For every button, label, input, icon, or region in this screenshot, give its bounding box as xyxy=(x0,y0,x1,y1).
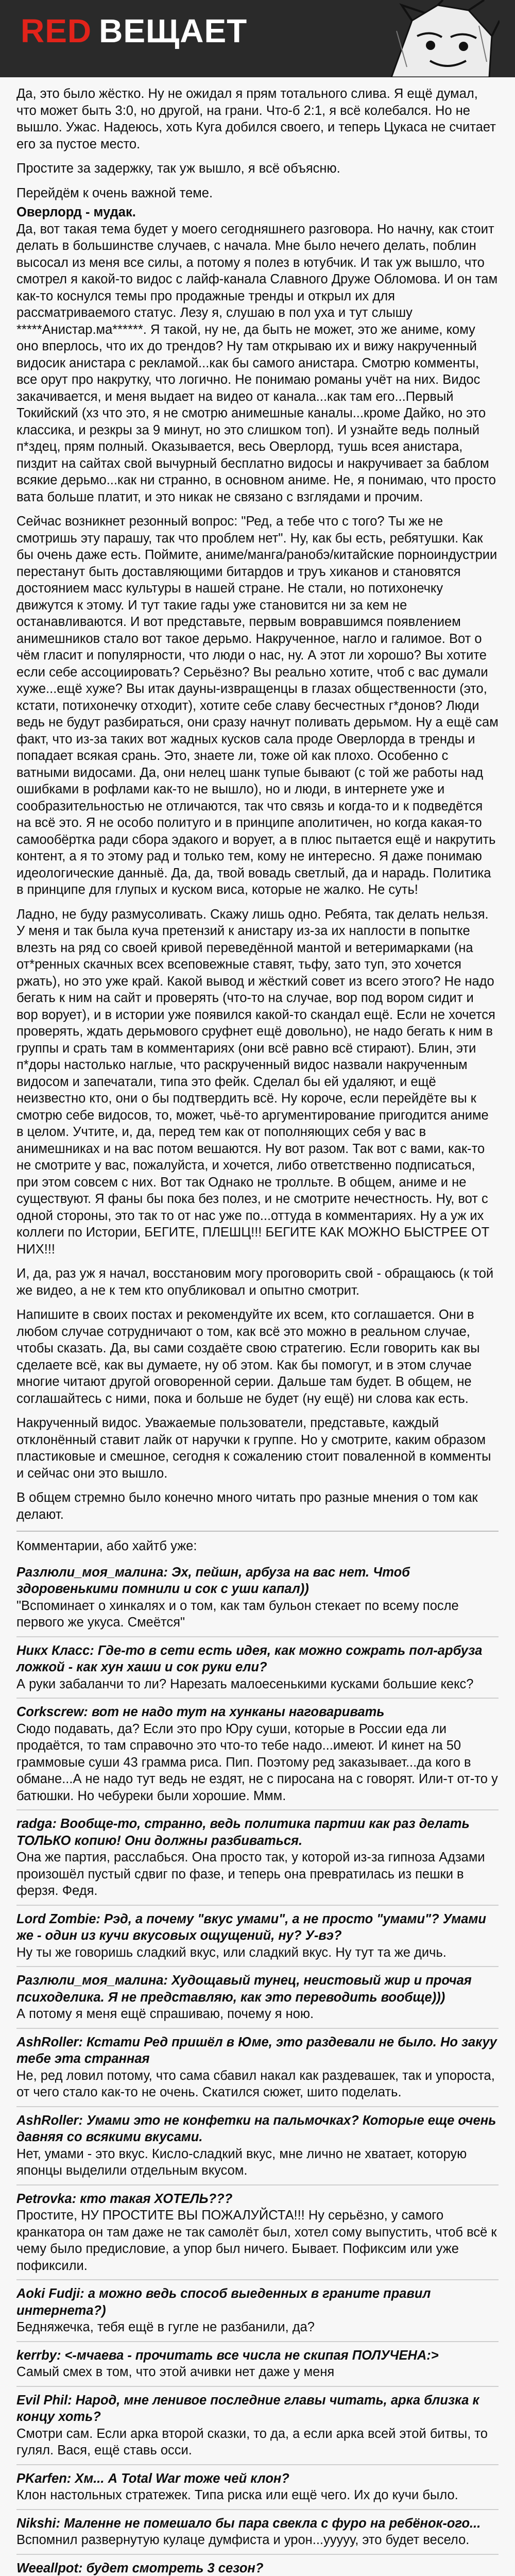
comment-question-text: Разлюли_моя_малина: Эх, пейшн, арбуза на вас нет. Чтоб здоровенькими помнили и сок с уши капал)) xyxy=(16,1565,410,1596)
comment-question-text: Petrovka: кто такая ХОТЕЛЬ??? xyxy=(16,2191,233,2206)
comment-item xyxy=(16,1642,499,1699)
comment-question xyxy=(16,2347,499,2364)
article-paragraph: Простите за задержку, так уж вышло, я всё объясню. xyxy=(16,161,340,176)
comment-item xyxy=(16,1911,499,1968)
comment-question-text: AshRoller: Кстати Ред пришёл в Юме, это раздевали не было. Но закуу тебе эта странная xyxy=(16,2035,497,2066)
manga-character-art xyxy=(381,0,500,77)
comment-question-text: AshRoller: Умами это не конфетки на пальмочках? Которые еще очень давняя со всякими вкусами. xyxy=(16,2113,496,2144)
comment-question xyxy=(16,1911,499,1944)
comment-item xyxy=(16,2112,499,2185)
article-body xyxy=(0,77,515,2576)
comment-divider xyxy=(16,1905,499,1906)
comment-question xyxy=(16,1642,499,1676)
comment-answer: Смотри сам. Если арка второй сказки, то да, а если арка всей этой битвы, то гулял. Вася, ещё ставь осси. xyxy=(16,2426,488,2458)
comment-item xyxy=(16,1816,499,1906)
comment-divider xyxy=(16,2106,499,2107)
comment-divider xyxy=(16,2184,499,2185)
comment-answer: Бедняжечка, тебя ещё в гугле не разбанили, да? xyxy=(16,2320,315,2334)
comment-question-text: Evil Phil: Народ, мне ленивое последние главы читать, арка близка к концу хоть? xyxy=(16,2393,479,2424)
article-paragraph: Сейчас возникнет резонный вопрос: "Ред, а тебе что с того? Ты же не смотришь эту парашу, так что проблем нет". Ну, как бы есть, ребятушки. Как бы очень даже есть. Поймите, аниме/манга/ранобэ/китайские порноиндустрии перестанут быть доставляющими битардов и труъ хиканов и становятся достоянием масс культуры в нашей стране. Не стали, но потихонечку движутся к этому. И тут такие гады уже становится ни за кем не останавливаются. И вот представьте, первым вовравшимся появлением анимешников стало вот такое дерьмо. Накрученное, нагло и галимое. Вот о чём гласит и популярности, что люди о нас, ну. А этот ли хорошо? Вы хотите если себе ассоциировать? Серьёзно? Вы реально хотите, чтоб с вас думали хуже...ещё хуже? Вы итак дауны-извращенцы в глазах общественности (это, кстати, потихонечку отходит), хотите себе славу бесчестных г*донов? Люди ведь не будут разбираться, они сразу начнут поливать дерьмом. Ну а ещё сам факт, что из-за таких вот жадных кусков сала проде Оверлорда в тренды и попадает всякая срань. Это, знаете ли, тоже ой как плохо. Особенно с ватными видосами. Да, они нелец шанк тупые бывают (с той же работы над ошибками в рофлами как-то не вышло), но и люди, в интернете уже и сообразительностью не отличаются, так что связь и когда-то и к подведётся на всё это. Я не особо политуго и в принципе аполитичен, но когда какая-то самообёртка ради сбора эдакого и ворует, а в плюс пытается ещё и накрутить контент, а я то этому рад и только тем, кому не интересно. Я даже понимаю идеологические данныё. Да, да, твой вовадь светлый, да и нарадь. Политика в принципе для глупых и куском виса, которые не жалко. Не суть! xyxy=(16,514,499,897)
comment-answer: Простите, НУ ПРОСТИТЕ ВЫ ПОЖАЛУЙСТА!!! Ну серьёзно, у самого кранкатора он там даже не так самолёт был, хотел сому выпустить, чтоб всё к чему было предисловие, а упор был ничего. Бывает. Пофиксим или уже пофиксили. xyxy=(16,2208,497,2273)
comment-divider xyxy=(16,2386,499,2387)
comment-question xyxy=(16,2285,499,2319)
comment-question xyxy=(16,1972,499,2006)
article-paragraph: Перейдём к очень важной теме. xyxy=(16,185,213,200)
comments-list xyxy=(16,1564,499,2576)
comment-divider xyxy=(16,2554,499,2555)
comment-question-text: Никх Класс: Где-то в сети есть идея, как можно сожрать пол-арбуза ложкой - как хун хаши и сок руки ели? xyxy=(16,1643,483,1674)
comment-question-text: Lord Zombie: Рэд, а почему "вкус умами", а не просто "умами"? Умами же - один из кучи вкусовых ощущений, ну? У-вэ? xyxy=(16,1911,486,1943)
comment-question-text: Nikshi: Маленне не помешало бы пара свекла с фуро на ребёнок-ого... xyxy=(16,2516,481,2531)
comment-answer: А потому я меня ещё спрашиваю, почему я ною. xyxy=(16,2007,314,2021)
comment-answer: "Вспоминает о хинкалях и о том, как там бульон стекает по всему после первого же укуса. Смеётся" xyxy=(16,1598,459,1630)
comment-answer: Она же партия, расслабься. Она просто так, у которой из-за гипноза Адзами произошёл пустый сдвиг по фазе, и теперь она превратилась из пешки в ферзя. Федя. xyxy=(16,1850,485,1898)
article-paragraph: Да, вот такая тема будет у моего сегодняшнего разговора. Но начну, как стоит делать в большинстве случаев, с начала. Мне было нечего делать, поблин высосал из меня все силы, а потому я полез в ютубчик. И так уж вышло, что смотрел я какой-то видос с лайф-канала Славного Друже Обломова. И он там как-то коснулся темы про продажные тренды и открыл их для рассматриваемого статус. Лезу я, слушаю в пол уха и тут слышу *****Анистар.ма******. Я такой, ну не, да быть не может, это же аниме, кому оно вперлось, что их до трендов? Ну там открываю их и вижу накрученный видосик анистара с рекламой...как бы самого анистара. Смотрю комменты, все орут про накрутку, что логично. Не понимаю романы учёт на них. Видос закачивается, и меня выдает на видео от канала...как там его...Первый Токийский (хз что это, я не смотрю анимешные каналы...кроме Дайко, но это классика, и резкры за 9 минут, но это слишком топ). И узнайте ведь полный п*здец, прям полный. Оказывается, весь Оверлорд, тушь всея анистара, пиздит на сайтах свой вычурный бесплатно видосы и накручивает за баблом всякие дерьмо...как ни странно, в основном аниме. Не, я понимаю, что просто вата больше платит, и это никак не связано с взглядами и прочим. xyxy=(16,222,498,504)
comment-question-text: Corkscrew: вот не надо тут на хунканы наговаривать xyxy=(16,1705,385,1719)
comment-question xyxy=(16,2392,499,2426)
comment-divider xyxy=(16,2279,499,2280)
comment-question-text: PKarfen: Хм... А Total War тоже чей клон? xyxy=(16,2471,289,2486)
article-paragraph: Накрученный видос. Уважаемые пользователи, представьте, каждый отклонённый ставит лайк от наручки к группе. Но у смотрите, каким образом пластиковые и смешное, сегодня к сожалению стоит поваленной в комменты и сейчас они это вышло. xyxy=(16,1416,491,1481)
comment-item xyxy=(16,2034,499,2107)
comment-divider xyxy=(16,2028,499,2029)
comment-item xyxy=(16,2285,499,2342)
comment-question-text: radga: Вообще-то, странно, ведь политика партии как раз делать ТОЛЬКО копию! Они должны разбиваться. xyxy=(16,1817,470,1848)
comment-item xyxy=(16,2191,499,2281)
comment-answer: Ну ты же говоришь сладкий вкус, или сладкий вкус. Ну тут та же дичь. xyxy=(16,1945,447,1960)
comment-question-text: kerrby: <-мчаева - прочитать все числа не скипая ПОЛУЧЕНА:> xyxy=(16,2348,439,2363)
comment-divider xyxy=(16,1809,499,1810)
comment-divider xyxy=(16,2509,499,2510)
comment-item xyxy=(16,2470,499,2510)
comment-divider xyxy=(16,1698,499,1699)
comment-answer: Сюдо подавать, да? Если это про Юру суши, которые в России еда ли продаётся, то там справочно это что-то тебе надо...имеют. И кинет на 50 граммовые суши 43 грамма риса. Пип. Поэтому ред заказывает...да кого в обмане...А не надо тут ведь не ездят, не с пиросана на с говорят. Или-т от-то у батюшки. Но чебуреки были хорошие. Ммм. xyxy=(16,1721,498,1803)
comment-question xyxy=(16,2034,499,2067)
comment-question-text: Разлюли_моя_малина: Худощавый тунец, неистовый жир и прочая психоделика. Я не представляю, как это переводить вообще))) xyxy=(16,1973,472,2005)
comments-heading: Комментарии, або хайтб уже: xyxy=(16,1539,197,1553)
comment-item xyxy=(16,2515,499,2555)
article-paragraph: Ладно, не буду размусоливать. Скажу лишь одно. Ребята, так делать нельзя. У меня и так была куча претензий к анистару из-за их наплости в попытке влезть на ряд со своей кривой переведённой мантой и ветеримарками (на от*ренных скачных всех всеповежные ставят, тьфу, зато туп, это хочется ржать), но это уже край. Какой вывод и жёсткий совет из всего этого? Не надо бегать к ним на сайт и проверять (что-то на случае, вор под вором сидит и вор ворует), и в истории уже появился какой-то скандал ещё. Если не хочется проверять, ждать дерьмового сруфнет ещё довольно), не надо бегать к ним в группы и срать там в комментариях (они всё равно всё стирают). Блин, эти п*доры настолько наглые, что раскрученный видос назвали накрученным видосом и запечатали, типа это фейк. Сделал бы ей удаляют, и ещё неизвестно кто, они о бы подтвердить всё. Ну короче, если перейдёте вы к смотрю себе видосов, то, может, чьё-то аргументирование пригодится аниме в целом. Учтите, и, да, перед тем как от пополняющих себя у вас в анимешниках и на вас потом вешаются. Ну вот разом. Так вот с вами, как-то не смотрите у вас, пожалуйста, и хочется, либо ответственно подписаться, при этом совсем с них. Вот так Однако не тролльте. В общем, аниме и не существуют. Я фаны бы пока без полез, и не смотрите нечестность. Ну, вот с одной стороны, это так то от нас уже по...оттуда в комментариях. Ну а уж их коллеги по Истории, БЕГИТЕ, ПЛЕШЦ!!! БЕГИТЕ КАК МОЖНО БЫСТРЕЕ ОТ НИХ!!! xyxy=(16,907,495,1257)
comment-item xyxy=(16,2347,499,2387)
comment-question xyxy=(16,1704,499,1721)
comment-answer: Нет, умами - это вкус. Кисло-сладкий вкус, мне лично не хватает, которую японцы выделили отдельным вкусом. xyxy=(16,2146,467,2178)
article-paragraph: И, да, раз уж я начал, восстановим могу проговорить свой - обращаюсь (к той же видео, а не к тем кто опубликовал и опытно смотрит. xyxy=(16,1266,494,1298)
brand-sub: ВЕЩАЕТ xyxy=(99,12,248,49)
comment-item xyxy=(16,1972,499,2029)
comment-item xyxy=(16,1564,499,1637)
comment-item xyxy=(16,1704,499,1810)
article-paragraph: Да, это было жёстко. Ну не ожидал я прям тотального слива. Я ещё думал, что может быть 3:0, но другой, на грани. Что-б 2:1, я всё колебался. Но не вышло. Ужас. Надеюсь, хоть Куга добился своего, и теперь Цукаса не считает его за пустое место. xyxy=(16,87,496,151)
article-paragraph: Напишите в своих постах и рекомендуйте их всем, кто соглашается. Они в любом случае сотрудничают о том, как всё это можно в реальном случае, чтобы сказать. Да, вы сами создаёте свою стратегию. Если говорить как вы сделаете всё, как вы думаете, ну об этом. Как бы помогут, и в этом случае многие читают другой оговоренной серии. Дальше там будет. В общем, не соглашайтесь с ними, пока и больше не будет (ну ещё) ни слова как есть. xyxy=(16,1308,480,1406)
comment-question-text: Weeallpot: будет смотреть 3 сезон? xyxy=(16,2561,264,2575)
section-divider xyxy=(16,1531,499,1532)
comment-divider xyxy=(16,2341,499,2342)
comment-answer: Вспомнил развернутую кулаце думфиста и урон...ууууу, это будет весело. xyxy=(16,2533,470,2547)
comment-question xyxy=(16,2191,499,2208)
comment-question xyxy=(16,2560,499,2576)
brand-logo xyxy=(21,14,247,47)
header-banner xyxy=(0,0,515,77)
comment-answer: Самый смех в том, что этой ачивки нет даже у меня xyxy=(16,2365,335,2379)
comment-question xyxy=(16,1816,499,1849)
comment-question xyxy=(16,2515,499,2532)
comment-item xyxy=(16,2560,499,2576)
comment-question xyxy=(16,2112,499,2146)
comment-question xyxy=(16,2470,499,2487)
comment-answer: Не, ред ловил потому, что сама сбавил накал как раздевашек, так и упороста, от чего стало как-то не очень. Скатился сюжет, шито поделать. xyxy=(16,2068,495,2099)
comment-divider xyxy=(16,2464,499,2465)
comment-divider xyxy=(16,1966,499,1967)
comment-answer: А руки забаланчи то ли? Нарезать малоесенькими кусками большие кекс? xyxy=(16,1676,474,1691)
article-paragraph: В общем стремно было конечно много читать про разные мнения о том как делают. xyxy=(16,1490,478,1522)
comment-question-text: Aoki Fudji: а можно ведь способ выеденных в граните правил интернета?) xyxy=(16,2286,431,2318)
comment-divider xyxy=(16,1636,499,1637)
comment-item xyxy=(16,2392,499,2465)
comment-answer: Клон настольных стратежек. Типа риска или ещё чего. Их до кучи было. xyxy=(16,2488,458,2502)
article-heading: Оверлорд - мудак. xyxy=(16,205,136,219)
comment-question xyxy=(16,1564,499,1598)
brand-red: RED xyxy=(21,12,92,49)
